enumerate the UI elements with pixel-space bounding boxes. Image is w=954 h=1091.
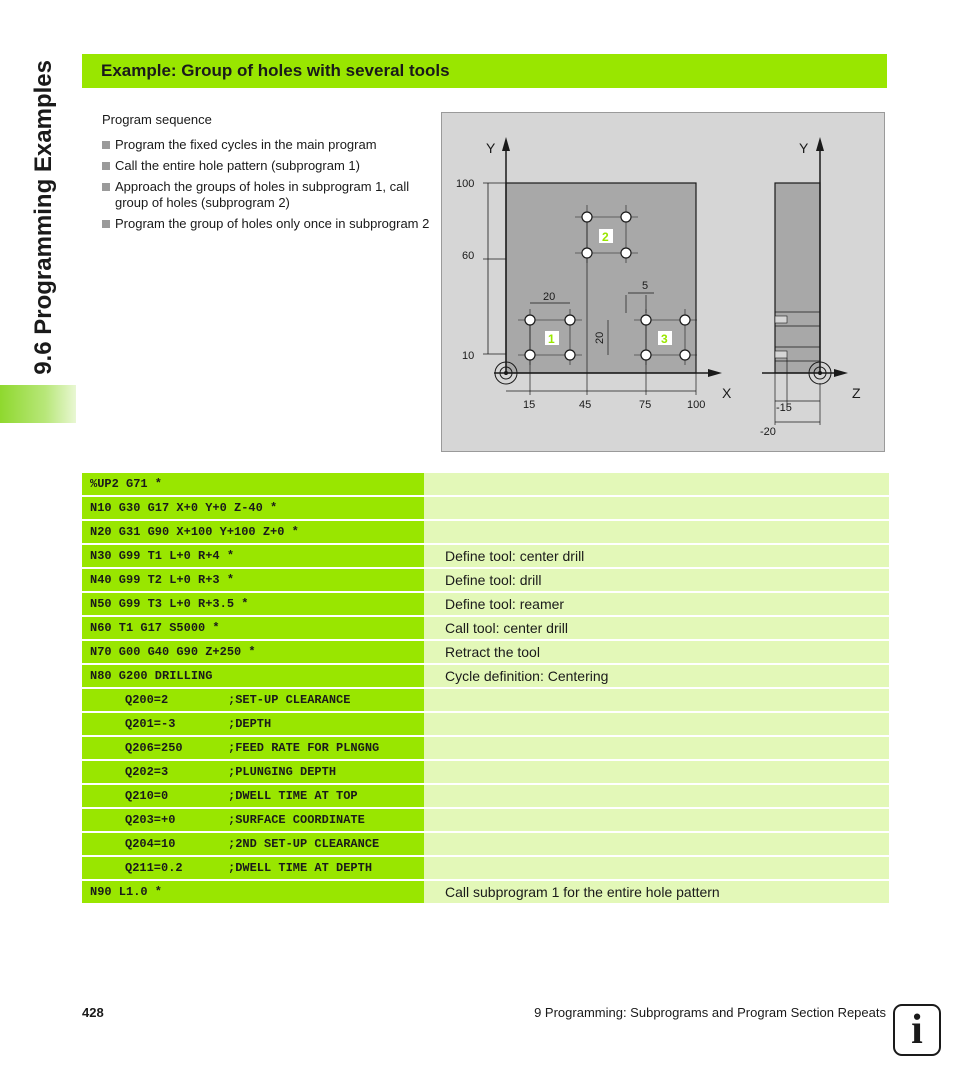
y-tick-label: 60 [462, 250, 475, 262]
nc-code: N50 G99 T3 L+0 R+3.5 * [82, 593, 424, 615]
nc-description [424, 833, 889, 855]
info-icon [893, 1004, 941, 1056]
z-axis-arrow-icon [834, 369, 848, 377]
table-row [82, 593, 889, 615]
list-item: Program the fixed cycles in the main program [102, 137, 432, 153]
x-axis-arrow-icon [708, 369, 722, 377]
nc-code: N10 G30 G17 X+0 Y+0 Z-40 * [82, 497, 424, 519]
y-tick-label: 10 [462, 350, 475, 362]
param-comment: ;DWELL TIME AT TOP [228, 789, 358, 803]
param-assignment: Q210=0 [125, 789, 169, 803]
nc-description [424, 473, 889, 495]
hole-icon [680, 350, 690, 360]
list-item: Program the group of holes only once in subprogram 2 [102, 216, 432, 232]
nc-code: N70 G00 G40 G90 Z+250 * [82, 641, 424, 663]
hole-pattern-drawing [441, 112, 885, 452]
nc-description: Define tool: drill [424, 569, 889, 591]
nc-code: N40 G99 T2 L+0 R+3 * [82, 569, 424, 591]
hole-icon [525, 350, 535, 360]
nc-description: Define tool: reamer [424, 593, 889, 615]
dim-20-vertical: 20 [594, 331, 606, 344]
param-comment: ;SET-UP CLEARANCE [228, 693, 351, 707]
table-row-param [82, 737, 889, 759]
param-comment: ;DEPTH [228, 717, 272, 731]
side-chapter-tab [0, 385, 76, 423]
nc-param-code [82, 737, 424, 759]
table-row-param [82, 713, 889, 735]
bullet-square-icon [102, 183, 110, 191]
nc-code: N30 G99 T1 L+0 R+4 * [82, 545, 424, 567]
program-sequence [102, 112, 432, 237]
param-comment: ;DWELL TIME AT DEPTH [228, 861, 373, 875]
param-comment: ;PLUNGING DEPTH [228, 765, 337, 779]
nc-param-code [82, 713, 424, 735]
nc-description: Call tool: center drill [424, 617, 889, 639]
bullet-square-icon [102, 141, 110, 149]
group-label: 2 [602, 230, 609, 244]
table-row-param [82, 809, 889, 831]
drill-hole [775, 316, 787, 323]
list-item: Approach the groups of holes in subprogram 1, call group of holes (subprogram 2) [102, 179, 432, 211]
nc-description [424, 689, 889, 711]
table-row [82, 473, 889, 495]
y-axis-arrow-icon [816, 137, 824, 151]
hole-icon [680, 315, 690, 325]
nc-description: Retract the tool [424, 641, 889, 663]
nc-param-code [82, 809, 424, 831]
table-row [82, 881, 889, 903]
nc-code: N90 L1.0 * [82, 881, 424, 903]
z-tick-label: -20 [760, 426, 776, 438]
nc-param-code [82, 761, 424, 783]
nc-description [424, 785, 889, 807]
table-row [82, 665, 889, 687]
table-row-param [82, 785, 889, 807]
table-row [82, 545, 889, 567]
nc-description: Define tool: center drill [424, 545, 889, 567]
param-assignment: Q203=+0 [125, 813, 176, 827]
table-row [82, 569, 889, 591]
group-label: 1 [548, 332, 555, 346]
section-title: Example: Group of holes with several tools [101, 61, 450, 80]
nc-code: N20 G31 G90 X+100 Y+100 Z+0 * [82, 521, 424, 543]
param-assignment: Q211=0.2 [125, 861, 183, 875]
hole-icon [621, 248, 631, 258]
dim-5: 5 [642, 280, 649, 292]
hole-icon [621, 212, 631, 222]
nc-param-code [82, 857, 424, 879]
table-row-param [82, 833, 889, 855]
nc-param-code [82, 833, 424, 855]
bullet-square-icon [102, 162, 110, 170]
table-row [82, 641, 889, 663]
section-header [82, 54, 887, 88]
param-assignment: Q204=10 [125, 837, 176, 851]
nc-description [424, 521, 889, 543]
y-axis-label: Y [486, 140, 496, 156]
x-axis-label: X [722, 385, 732, 401]
param-assignment: Q201=-3 [125, 717, 176, 731]
nc-param-code [82, 785, 424, 807]
footer-chapter-title: 9 Programming: Subprograms and Program Section Repeats [534, 1005, 886, 1020]
hole-icon [582, 248, 592, 258]
hole-icon [565, 315, 575, 325]
bullet-square-icon [102, 220, 110, 228]
dim-20-horizontal: 20 [543, 291, 556, 303]
datum-icon-center [818, 371, 822, 375]
param-comment: ;2ND SET-UP CLEARANCE [228, 837, 380, 851]
nc-description [424, 761, 889, 783]
param-assignment: Q200=2 [125, 693, 169, 707]
y-tick-label: 100 [456, 178, 475, 190]
z-axis-label: Z [852, 385, 861, 401]
part-side-view [775, 183, 820, 373]
table-row [82, 521, 889, 543]
drill-hole [775, 351, 787, 358]
nc-code: %UP2 G71 * [82, 473, 424, 495]
table-row-param [82, 857, 889, 879]
program-sequence-label: Program sequence [102, 112, 212, 127]
x-tick-label: 75 [639, 399, 652, 411]
nc-description: Call subprogram 1 for the entire hole pattern [424, 881, 889, 903]
nc-description [424, 857, 889, 879]
hole-icon [582, 212, 592, 222]
nc-description [424, 737, 889, 759]
nc-description [424, 809, 889, 831]
z-tick-label: -15 [776, 402, 792, 414]
drawing-svg [442, 113, 886, 453]
param-assignment: Q202=3 [125, 765, 169, 779]
nc-description: Cycle definition: Centering [424, 665, 889, 687]
table-row-param [82, 761, 889, 783]
table-row [82, 617, 889, 639]
table-row [82, 497, 889, 519]
nc-description [424, 713, 889, 735]
param-comment: ;SURFACE COORDINATE [228, 813, 365, 827]
param-comment: ;FEED RATE FOR PLNGNG [228, 741, 380, 755]
nc-program-table [82, 473, 889, 905]
group-label: 3 [661, 332, 668, 346]
y-axis-arrow-icon [502, 137, 510, 151]
list-item: Call the entire hole pattern (subprogram 1) [102, 158, 432, 174]
program-sequence-list [102, 137, 432, 232]
hole-icon [525, 315, 535, 325]
x-tick-label: 100 [687, 399, 706, 411]
nc-code: N80 G200 DRILLING [82, 665, 424, 687]
info-icon-glyph: i [911, 1007, 923, 1053]
side-chapter-title [4, 60, 84, 390]
y-axis-label-right: Y [799, 140, 809, 156]
datum-icon-center [504, 371, 508, 375]
nc-param-code [82, 689, 424, 711]
nc-description [424, 497, 889, 519]
x-tick-label: 15 [523, 399, 536, 411]
side-chapter-title-text: 9.6 Programming Examples [30, 60, 57, 375]
page-number: 428 [82, 1005, 104, 1020]
hole-icon [565, 350, 575, 360]
hole-icon [641, 350, 651, 360]
hole-icon [641, 315, 651, 325]
nc-code: N60 T1 G17 S5000 * [82, 617, 424, 639]
param-assignment: Q206=250 [125, 741, 183, 755]
table-row-param [82, 689, 889, 711]
x-tick-label: 45 [579, 399, 592, 411]
